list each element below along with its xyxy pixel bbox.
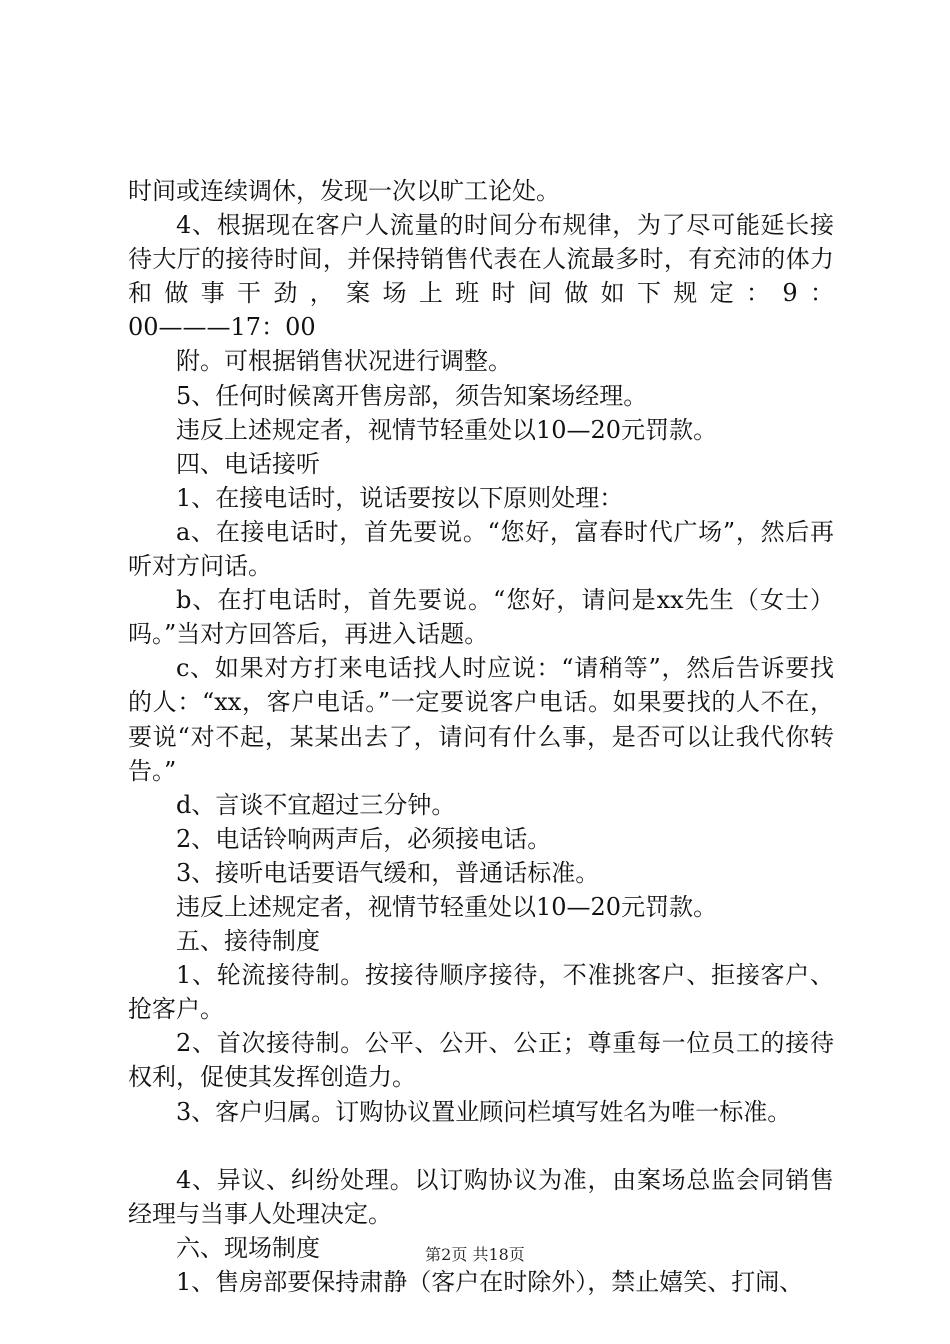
page-footer: 第2页 共18页 <box>425 1245 525 1264</box>
paragraph-phone-b: b、在打电话时，首先要说。“您好，请问是xx先生（女士）吗。”当对方回答后，再进入话题。 <box>128 586 834 649</box>
section-heading-phone: 四、电话接听 <box>176 449 320 478</box>
section-heading-onsite: 六、现场制度 <box>176 1233 320 1262</box>
blank-line <box>128 1129 834 1163</box>
paragraph-penalty-2: 违反上述规定者，视情节轻重处以10—20元罚款。 <box>176 892 718 921</box>
document-body <box>128 174 834 1299</box>
paragraph-item-4: 4、根据现在客户人流量的时间分布规律，为了尽可能延长接待大厅的接待时间，并保持销售代表在人流最多时，有充沛的体力和做事干劲，案场上班时间做如下规定：9： <box>128 211 834 308</box>
paragraph-reception-4: 4、异议、纠纷处理。以订购协议为准，由案场总监会同销售经理与当事人处理决定。 <box>128 1165 834 1228</box>
paragraph-onsite-1: 1、售房部要保持肃静（客户在时除外），禁止嬉笑、打闹、 <box>176 1268 804 1296</box>
paragraph-work-hours: 00———17：00 <box>128 313 316 342</box>
paragraph-phone-3: 3、接听电话要语气缓和，普通话标准。 <box>176 858 600 887</box>
paragraph-phone-1: 1、在接电话时，说话要按以下原则处理： <box>176 483 624 512</box>
paragraph-item-5: 5、任何时候离开售房部，须告知案场经理。 <box>176 381 648 410</box>
paragraph-phone-2: 2、电话铃响两声后，必须接电话。 <box>176 824 552 853</box>
paragraph-phone-c: c、如果对方打来电话找人时应说：“请稍等”，然后告诉要找的人：“xx，客户电话。”一定要说客户电话。如果要找的人不在，要说“对不起，某某出去了，请问有什么事，是否可以让我代你转告。” <box>128 654 834 785</box>
paragraph-reception-2: 2、首次接待制。公平、公开、公正；尊重每一位员工的接待权利，促使其发挥创造力。 <box>128 1029 834 1092</box>
paragraph-phone-d: d、言谈不宜超过三分钟。 <box>176 790 456 819</box>
paragraph-reception-3: 3、客户归属。订购协议置业顾问栏填写姓名为唯一标准。 <box>176 1097 792 1126</box>
paragraph-continuation: 时间或连续调休，发现一次以旷工论处。 <box>128 177 560 205</box>
section-heading-reception: 五、接待制度 <box>176 927 320 956</box>
paragraph-phone-a: a、在接电话时，首先要说。“您好，富春时代广场”，然后再听对方问话。 <box>128 517 834 581</box>
paragraph-penalty: 违反上述规定者，视情节轻重处以10—20元罚款。 <box>176 415 718 444</box>
paragraph-note: 附。可根据销售状况进行调整。 <box>176 347 512 376</box>
paragraph-reception-1: 1、轮流接待制。按接待顺序接待，不准挑客户、拒接客户、抢客户。 <box>128 961 834 1024</box>
